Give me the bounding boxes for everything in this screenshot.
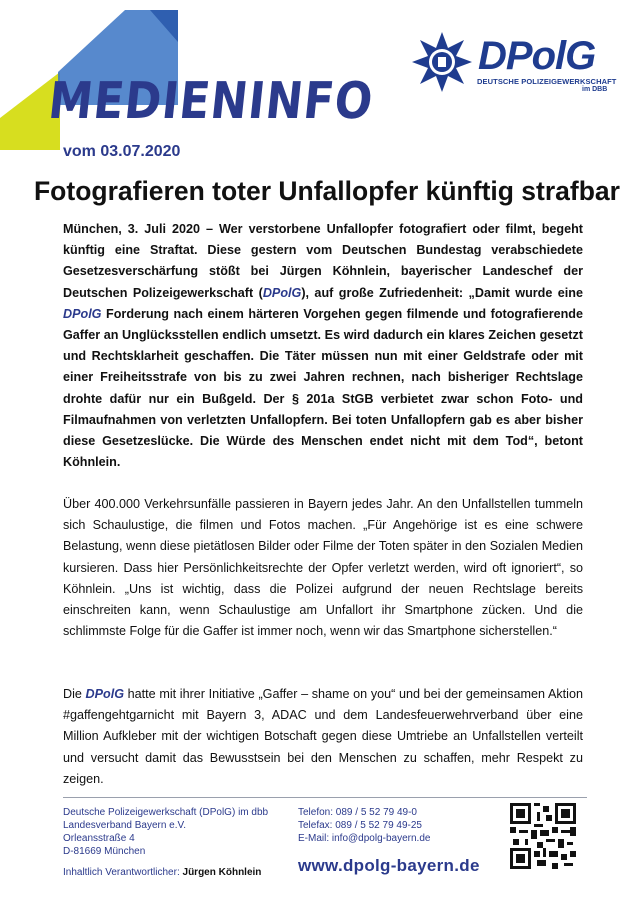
paragraph-lead-part-b: ), auf große Zufriedenheit: „Damit wurde eine bbox=[301, 285, 583, 300]
release-date: vom 03.07.2020 bbox=[63, 143, 181, 160]
brand-mention: DPolG bbox=[262, 285, 302, 300]
footer-address bbox=[63, 806, 283, 858]
footer-fax: Telefax: 089 / 5 52 79 49-25 bbox=[298, 820, 422, 831]
paragraph-lead-part-a: München, 3. Juli 2020 – Wer verstorbene Unfallopfer fotografiert oder filmt, begeht künftig eine Straftat. Diese gestern vom Deutschen Bundestag verabschiedete Gesetzesverschärfung stößt bei Jürgen Köhnlein, bayerischer Landeschef der Deutschen Polizeigewerkschaft ( bbox=[63, 222, 583, 300]
logo-name: DPolG bbox=[478, 34, 596, 78]
paragraph-third-part-a: Die bbox=[63, 687, 86, 701]
footer-org-line: Deutsche Polizeigewerkschaft (DPolG) im dbb bbox=[63, 807, 269, 818]
paragraph-third-part-b: hatte mit ihrer Initiative „Gaffer – shame on you“ und bei der gemeinsamen Aktion #gaffengehtgarnicht mit Bayern 3, ADAC und dem Landesfeuerwehrverband über eine Million Aufkleber mit der wichtigen Botschaft gegen diese Umtriebe an Unfallstellen verteilt und versucht damit das Bewusstsein bei den Menschen zu schaffen, mehr Respekt zu zeigen. bbox=[63, 687, 583, 786]
footer-org-line: D-81669 München bbox=[63, 846, 146, 857]
footer-website-link[interactable]: www.dpolg-bayern.de bbox=[298, 856, 480, 875]
footer-responsible bbox=[63, 866, 261, 879]
qr-code-icon bbox=[510, 803, 576, 869]
paragraph-lead-part-c: Forderung nach einem härteren Vorgehen gegen filmende und fotografierende Gaffer an Unglücksstellen endlich umsetzt. Es wird dadurch ein klares Zeichen gesetzt und Rechtsklarheit geschaffen. Die Täter müssen nun mit einer Geldstrafe oder mit einer Freiheitsstrafe von bis zu zwei Jahren rechnen, nach bisheriger Rechtslage drohte dafür nur ein Bußgeld. Der § 201a StGB verbietet zwar schon Foto- und Filmaufnahmen von verletzten Unfallopfern. Bei toten Unfallopfern gab es aber bisher diese Gesetzeslücke. Die Würde des Menschen endet nicht mit dem Tod“, betont Köhnlein. bbox=[63, 306, 583, 470]
responsible-label: Inhaltlich Verantwortlicher: bbox=[63, 867, 180, 878]
footer-divider bbox=[63, 797, 587, 798]
logo-subtitle: DEUTSCHE POLIZEIGEWERKSCHAFT bbox=[477, 77, 617, 86]
footer-org-line: Landesverband Bayern e.V. bbox=[63, 820, 187, 831]
paragraph-second: Über 400.000 Verkehrsunfälle passieren in Bayern jedes Jahr. An den Unfallstellen tummeln sich Schaulustige, die filmen und Fotos machen. „Für Angehörige ist es eine schwere Belastung, wenn diese pietätlosen Bilder oder Filme der Toten später in den Sozialen Medien kursieren. Dass hier Persönlichkeitsrechte der Opfer verletzt werden, wird oft ignoriert“, so Köhnlein. „Uns ist wichtig, dass die Polizei aufgrund der neuen Rechtslage bereits einschreiten kann, wenn Schaulustige am Unfallort ihr Smartphone zücken. Und die schlimmste Folge für die Gaffer ist immer noch, wenn wir das Smartphone sicherstellen.“ bbox=[63, 497, 583, 639]
medieninfo-title: MEDIENINFO bbox=[45, 72, 377, 131]
logo-suffix: im DBB bbox=[582, 86, 608, 93]
footer-contact bbox=[298, 806, 488, 845]
paragraph-third bbox=[63, 684, 583, 790]
brand-mention: DPolG bbox=[85, 687, 125, 701]
footer-phone: Telefon: 089 / 5 52 79 49-0 bbox=[298, 807, 417, 818]
footer-org-line: Orleansstraße 4 bbox=[63, 833, 135, 844]
footer-email: E-Mail: info@dpolg-bayern.de bbox=[298, 833, 431, 844]
paragraph-lead bbox=[63, 219, 583, 473]
headline: Fotografieren toter Unfallopfer künftig strafbar bbox=[34, 176, 620, 206]
responsible-name: Jürgen Köhnlein bbox=[182, 867, 262, 878]
police-star-emblem-icon bbox=[410, 30, 474, 94]
brand-mention: DPolG bbox=[63, 306, 102, 321]
